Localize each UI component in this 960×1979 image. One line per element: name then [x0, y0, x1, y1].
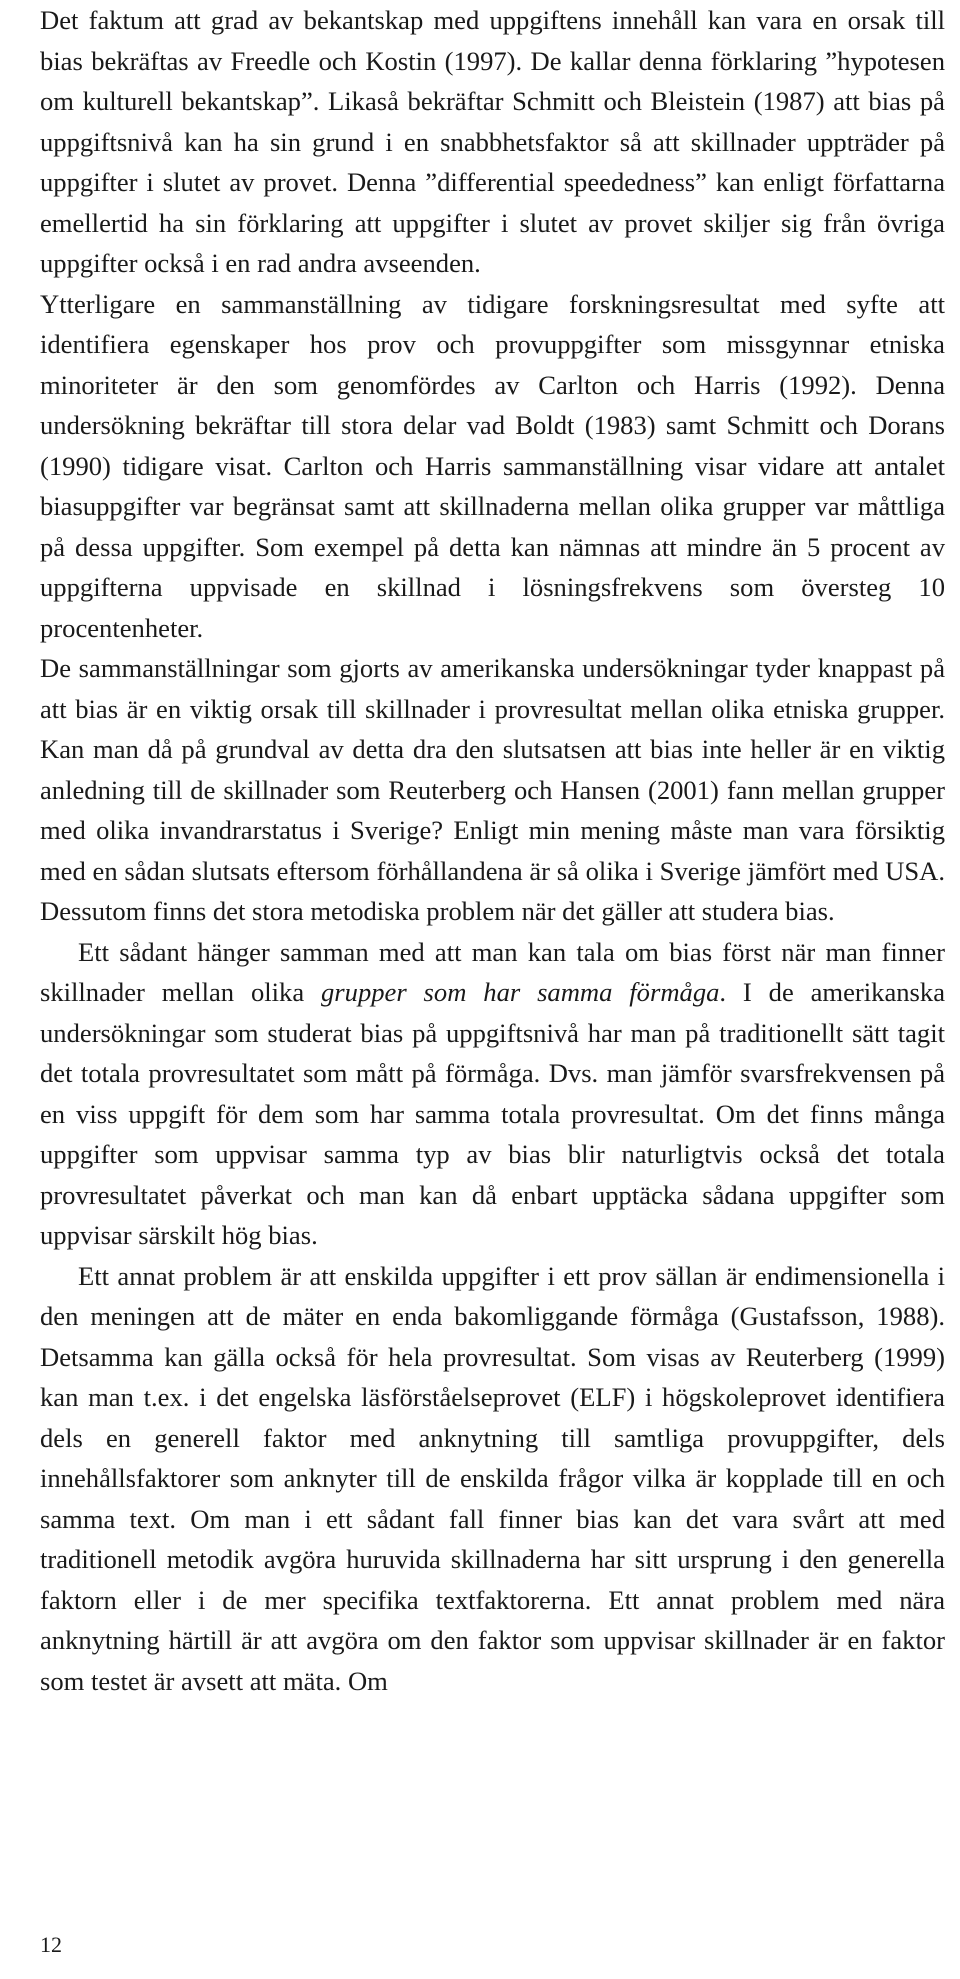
page-body	[40, 0, 945, 1701]
page-number: 12	[40, 1932, 62, 1957]
paragraph-4-part-1: Ett sådant hänger samman med att man kan tala om bias först när man finner skillnader mellan olika	[40, 936, 945, 1007]
paragraph-4	[40, 932, 945, 1256]
paragraph-4-emphasis: grupper som har samma förmåga	[321, 977, 720, 1007]
paragraph-5: Ett annat problem är att enskilda uppgifter i ett prov sällan är endimensionella i den meningen att de mäter en enda bakomliggande förmåga (Gustafsson, 1988). Detsamma kan gälla också för hela provresultat. Som visas av Reuterberg (1999) kan man t.ex. i det engelska läsförståelseprovet (ELF) i högskoleprovet identifiera dels en generell faktor med anknytning till samtliga provuppgifter, dels innehållsfaktorer som anknyter till de enskilda frågor vilka är kopplade till en och samma text. Om man i ett sådant fall finner bias kan det vara svårt att med traditionell metodik avgöra huruvida skillnaderna har sitt ursprung i den generella faktorn eller i de mer specifika textfaktorerna. Ett annat problem med nära anknytning härtill är att avgöra om den faktor som uppvisar skillnader är en faktor som testet är avsett att mäta. Om	[40, 1260, 945, 1696]
paragraph-1: Det faktum att grad av bekantskap med uppgiftens innehåll kan vara en orsak till bias bekräftas av Freedle och Kostin (1997). De kallar denna förklaring ”hypotesen om kulturell bekantskap”. Likaså bekräftar Schmitt och Bleistein (1987) att bias på uppgiftsnivå kan ha sin grund i en snabbhetsfaktor så att skillnader uppträder på uppgifter i slutet av provet. Denna ”differential speededness” kan enligt författarna emellertid ha sin förklaring att uppgifter i slutet av provet skiljer sig från övriga uppgifter också i en rad andra avseenden.	[40, 5, 945, 278]
paragraph-2: Ytterligare en sammanställning av tidigare forskningsresultat med syfte att identifiera egenskaper hos prov och provuppgifter som missgynnar etniska minoriteter är den som genomfördes av Carlton och Harris (1992). Denna undersökning bekräftar till stora delar vad Boldt (1983) samt Schmitt och Dorans (1990) tidigare visat. Carlton och Harris sammanställning visar vidare att antalet biasuppgifter var begränsat samt att skillnaderna mellan olika grupper var måttliga på dessa uppgifter. Som exempel på detta kan nämnas att mindre än 5 procent av uppgifterna uppvisade en skillnad i lösningsfrekvens som översteg 10 procentenheter.	[40, 288, 945, 643]
paragraph-3: De sammanställningar som gjorts av amerikanska undersökningar tyder knappast på att bias är en viktig orsak till skillnader i provresultat mellan olika etniska grupper. Kan man då på grundval av detta dra den slutsatsen att bias inte heller är en viktig anledning till de skillnader som Reuterberg och Hansen (2001) fann mellan grupper med olika invandrarstatus i Sverige? Enligt min mening måste man vara försiktig med en sådan slutsats eftersom förhållandena är så olika i Sverige jämfört med USA. Dessutom finns det stora metodiska problem när det gäller att studera bias.	[40, 653, 945, 926]
paragraph-4-part-2: . I de amerikanska undersökningar som studerat bias på uppgiftsnivå har man på traditionellt sätt tagit det totala provresultatet som mått på förmåga. Dvs. man jämför svarsfrekvensen på en viss uppgift för dem som har samma totala provresultat. Om det finns många uppgifter som uppvisar samma typ av bias blir naturligtvis också det totala provresultatet påverkat och man kan då enbart upptäcka sådana uppgifter som uppvisar särskilt hög bias.	[40, 977, 945, 1250]
